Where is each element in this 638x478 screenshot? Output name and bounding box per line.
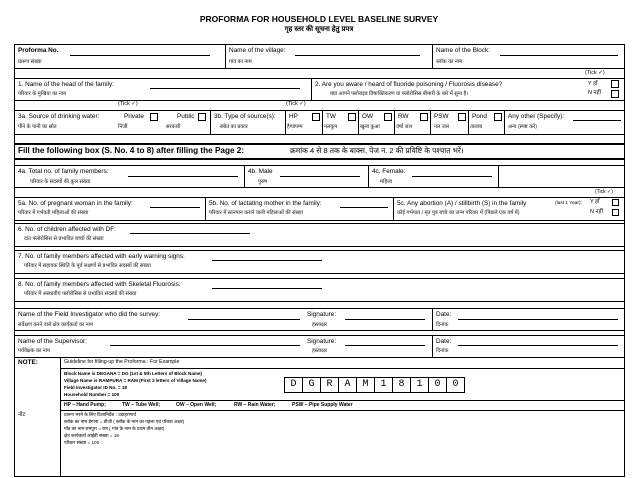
source-other-label-hi: अन्य (स्पष्ट करे) <box>508 124 537 130</box>
source-rw-label: RW <box>398 113 409 120</box>
source-rw-checkbox[interactable] <box>420 113 428 121</box>
fluorosis-aware-question-hi: क्या आपने फ्लोराइड विषाक्तिकरण या फ्लोरोसिस बीमारी के बारे में सुना है। <box>330 91 469 97</box>
supervisor-name-label: Name of the Supervisor: <box>18 338 87 345</box>
aware-no-checkbox[interactable] <box>611 90 619 98</box>
source-psw-checkbox[interactable] <box>458 113 466 121</box>
skeletal-fluorosis-label-hi: परिवार में अस्थायीय फ्लोरोसिस से प्रभावित सदस्यों की संख्या <box>24 291 137 297</box>
abbrev-rw: RW – Rain Water; <box>234 402 276 408</box>
water-source-label-hi: पीने के पानी का स्रोत <box>18 124 57 130</box>
note-label-hi: नोट <box>18 412 26 418</box>
water-source-label: 3a. Source of drinking water: <box>18 113 100 120</box>
pregnant-label: 5a. No. of pregnant woman in the family: <box>18 200 133 207</box>
source-psw-label: PSW <box>434 113 449 120</box>
private-label: Private <box>124 113 144 120</box>
source-type-label-hi: स्त्रोत का प्रकार <box>220 124 248 130</box>
code-cell: 8 <box>392 377 411 393</box>
abbrev-ow: OW – Open Well; <box>176 402 217 408</box>
code-cell: M <box>356 377 375 393</box>
investigator-name-field[interactable] <box>188 319 300 320</box>
early-warning-field[interactable] <box>212 260 322 261</box>
source-pond-label-hi: तालाब <box>470 124 483 130</box>
early-warning-label: 7. No. of family members affected with early warning signs: <box>18 253 185 260</box>
source-type-label: 3b. Type of source(s): <box>214 113 276 120</box>
investigator-name-label-hi: सर्वेक्षण करने वाले क्षेत्र कार्यकर्ता का नाम <box>18 322 94 328</box>
code-cell: G <box>302 377 321 393</box>
investigator-date-field[interactable] <box>458 319 618 320</box>
abortion-note: (last 1 Year): <box>555 201 582 206</box>
source-ow-label-hi: खुला कुआ <box>360 124 380 130</box>
tick-note-1: (Tick ✓) <box>585 70 605 76</box>
tick-note-2: (Tick ✓) <box>118 101 138 107</box>
code-cell: A <box>338 377 357 393</box>
source-ow-checkbox[interactable] <box>384 113 392 121</box>
aware-yes-label: Y हाँ <box>588 81 598 87</box>
female-field[interactable] <box>412 176 492 177</box>
lactating-label: 5b. No. of lactating mother in the family: <box>209 200 322 207</box>
note-line-1: Block Name is DEGANA = DG (1st & 5th Letters of Block Name) <box>64 371 203 376</box>
code-cell: D <box>284 377 303 393</box>
abortion-yes-label: Y हाँ <box>590 199 600 205</box>
proforma-no-label: Proforma No. <box>18 47 59 54</box>
fluorosis-aware-question: 2. Are you aware / heard of fluoride poisoning / Fluorosis disease? <box>315 81 503 88</box>
code-cell: R <box>320 377 339 393</box>
abbrev-hp: HP – Hand Pump; <box>64 402 106 408</box>
head-of-family-label: 1. Name of the head of the family: <box>18 81 114 88</box>
source-pond-checkbox[interactable] <box>494 113 502 121</box>
source-tw-label: TW <box>326 113 336 120</box>
supervisor-date-label: Date: <box>436 338 452 345</box>
block-label: Name of the Block: <box>436 47 490 54</box>
code-cell: 0 <box>428 377 447 393</box>
code-cell: 0 <box>446 377 465 393</box>
abortion-label-hi: कोई गर्भपात / मृत पुत्र बच्चे का जन्म परिवार में (पिछले एक वर्ष में) <box>397 210 520 216</box>
investigator-signature-label: Signature: <box>307 311 337 318</box>
supervisor-name-label-hi: पर्यवेक्षक का नाम <box>18 348 51 354</box>
abbrev-tw: TW – Tube Well; <box>122 402 161 408</box>
investigator-date-label-hi: दिनांक <box>436 322 449 328</box>
aware-yes-checkbox[interactable] <box>611 80 619 88</box>
village-field[interactable] <box>295 55 420 56</box>
df-children-field[interactable] <box>130 233 250 234</box>
note-hi-line-4: क्षेत्र कार्यकर्ता आईडी संख्या = 18 <box>64 433 119 438</box>
df-children-label: 6. No. of children affected with DF: <box>18 226 116 233</box>
note-heading: Guideline for filling-up the Proforma : For Example <box>64 359 180 365</box>
block-label-hi: ब्लॉक का नाम <box>436 59 463 65</box>
supervisor-name-field[interactable] <box>110 345 300 346</box>
skeletal-fluorosis-field[interactable] <box>212 288 322 289</box>
supervisor-signature-label-hi: हस्ताक्षर <box>312 348 327 354</box>
aware-no-label: N नहीं <box>588 90 601 96</box>
early-warning-label-hi: परिवार में सहायक स्थिति के पूर्व लक्षणों से प्रभावित सदस्यों की संख्या <box>24 263 151 269</box>
source-hp-label: HP <box>289 113 298 120</box>
female-label-hi: महिला <box>380 179 393 185</box>
total-members-field[interactable] <box>128 176 238 177</box>
code-cell: 1 <box>374 377 393 393</box>
private-label-hi: निजी <box>118 124 128 130</box>
investigator-signature-label-hi: हस्ताक्षर <box>312 322 327 328</box>
source-psw-label-hi: नल जल <box>434 124 450 130</box>
source-rw-label-hi: वर्षा जल <box>396 124 413 130</box>
source-ow-label: OW <box>362 113 374 120</box>
lactating-field[interactable] <box>340 207 388 208</box>
supervisor-date-field[interactable] <box>458 345 618 346</box>
note-line-2: Village Name is RAMPURA = RAM (First 3 letters of Village Name) <box>64 378 207 383</box>
note-hi-line-1: प्रारूप भरने के लिए दिशानिर्देश : उदाहरणार्थ <box>64 412 137 417</box>
note-label: NOTE: <box>18 359 38 366</box>
source-pond-label: Pond <box>472 113 487 120</box>
block-field[interactable] <box>500 55 618 56</box>
source-tw-label-hi: नलकूप <box>324 124 338 130</box>
code-cell: 1 <box>410 377 429 393</box>
skeletal-fluorosis-label: 8. No. of family members affected with Skeletal Fluorosis: <box>18 281 181 288</box>
abortion-yes-checkbox[interactable] <box>612 199 619 206</box>
abbrev-psw: PSW – Pipe Supply Water <box>292 402 353 408</box>
male-field[interactable] <box>280 176 360 177</box>
lactating-label-hi: परिवार में स्तनपान कराने वाली महिलाओं की संख्या <box>209 210 303 216</box>
investigator-signature-field[interactable] <box>345 319 425 320</box>
source-tw-checkbox[interactable] <box>348 113 356 121</box>
male-label-hi: पुरुष <box>258 179 268 185</box>
pregnant-label-hi: परिवार में गर्भवती महिलाओं की संख्या <box>18 210 89 216</box>
df-children-label-hi: दांत फ्लोरोसिस से प्रभावित बच्चों की संख्या <box>24 236 104 242</box>
form-subtitle: गृह स्तर की सूचना हेतु प्रपत्र <box>284 26 354 33</box>
female-label: 4c. Female: <box>372 168 406 175</box>
tick-note-4: (Tick ✓) <box>595 189 613 195</box>
head-of-family-field[interactable] <box>150 88 300 89</box>
total-members-label-hi: परिवार के सदस्यों की कुल संख्या <box>30 179 91 185</box>
note-hi-line-2: ब्लॉक का नाम डेगाना = डीजी ( ब्लॉक के नाम का पहला एवं पाँचवा अक्षर) <box>64 419 185 424</box>
note-hi-line-3: गाँव का नाम रामपुरा = राम ( गांव के नाम के प्रथम तीन अक्षर) <box>64 426 165 431</box>
supervisor-signature-field[interactable] <box>345 345 425 346</box>
fill-banner-en: Fill the following box (S. No. 4 to 8) after filling the Page 2: <box>18 146 245 155</box>
source-hp-checkbox[interactable] <box>312 113 320 121</box>
supervisor-signature-label: Signature: <box>307 338 337 345</box>
public-label: Public <box>177 113 195 120</box>
note-line-4: Household Number = 100 <box>64 392 120 397</box>
investigator-name-label: Name of the Field Investigator who did the survey: <box>18 311 161 318</box>
fill-banner-hi: क्रमांक 4 से 8 तक के बाक्स, पेज न. 2 की प्रविष्टि के पश्चात भरें। <box>290 146 464 155</box>
public-checkbox[interactable] <box>198 113 206 121</box>
abortion-label: 5c. Any abortion (A) / stillbirth (S) in the family <box>397 200 527 207</box>
village-label: Name of the village: <box>229 47 286 54</box>
head-of-family-label-hi: परिवार के मुखिया का नाम <box>18 91 67 97</box>
total-members-label: 4a. Total no. of family members: <box>18 168 109 175</box>
note-hi-line-5: परिवार संख्या = 100 <box>64 440 100 445</box>
investigator-date-label: Date: <box>436 311 452 318</box>
note-line-3: Field Investigator ID No. = 18 <box>64 385 127 390</box>
source-hp-label-hi: हैण्डपम्प <box>287 124 303 130</box>
male-label: 4b. Male <box>248 168 273 175</box>
abortion-no-checkbox[interactable] <box>612 209 619 216</box>
proforma-no-field[interactable] <box>70 55 210 56</box>
form-title: PROFORMA FOR HOUSEHOLD LEVEL BASELINE SURVEY <box>199 14 439 24</box>
proforma-no-label-hi: प्रारूप संख्या <box>18 59 42 65</box>
public-label-hi: सरकारी <box>166 124 181 130</box>
source-other-label: Any other (Specify): <box>508 113 565 120</box>
pregnant-field[interactable] <box>150 207 200 208</box>
source-other-field[interactable] <box>573 120 621 121</box>
supervisor-date-label-hi: दिनांक <box>436 348 449 354</box>
village-label-hi: गांव का नाम <box>229 59 252 65</box>
private-checkbox[interactable] <box>150 113 158 121</box>
tick-note-3: (Tick ✓) <box>286 101 306 107</box>
abortion-no-label: N नहीं <box>590 209 603 215</box>
